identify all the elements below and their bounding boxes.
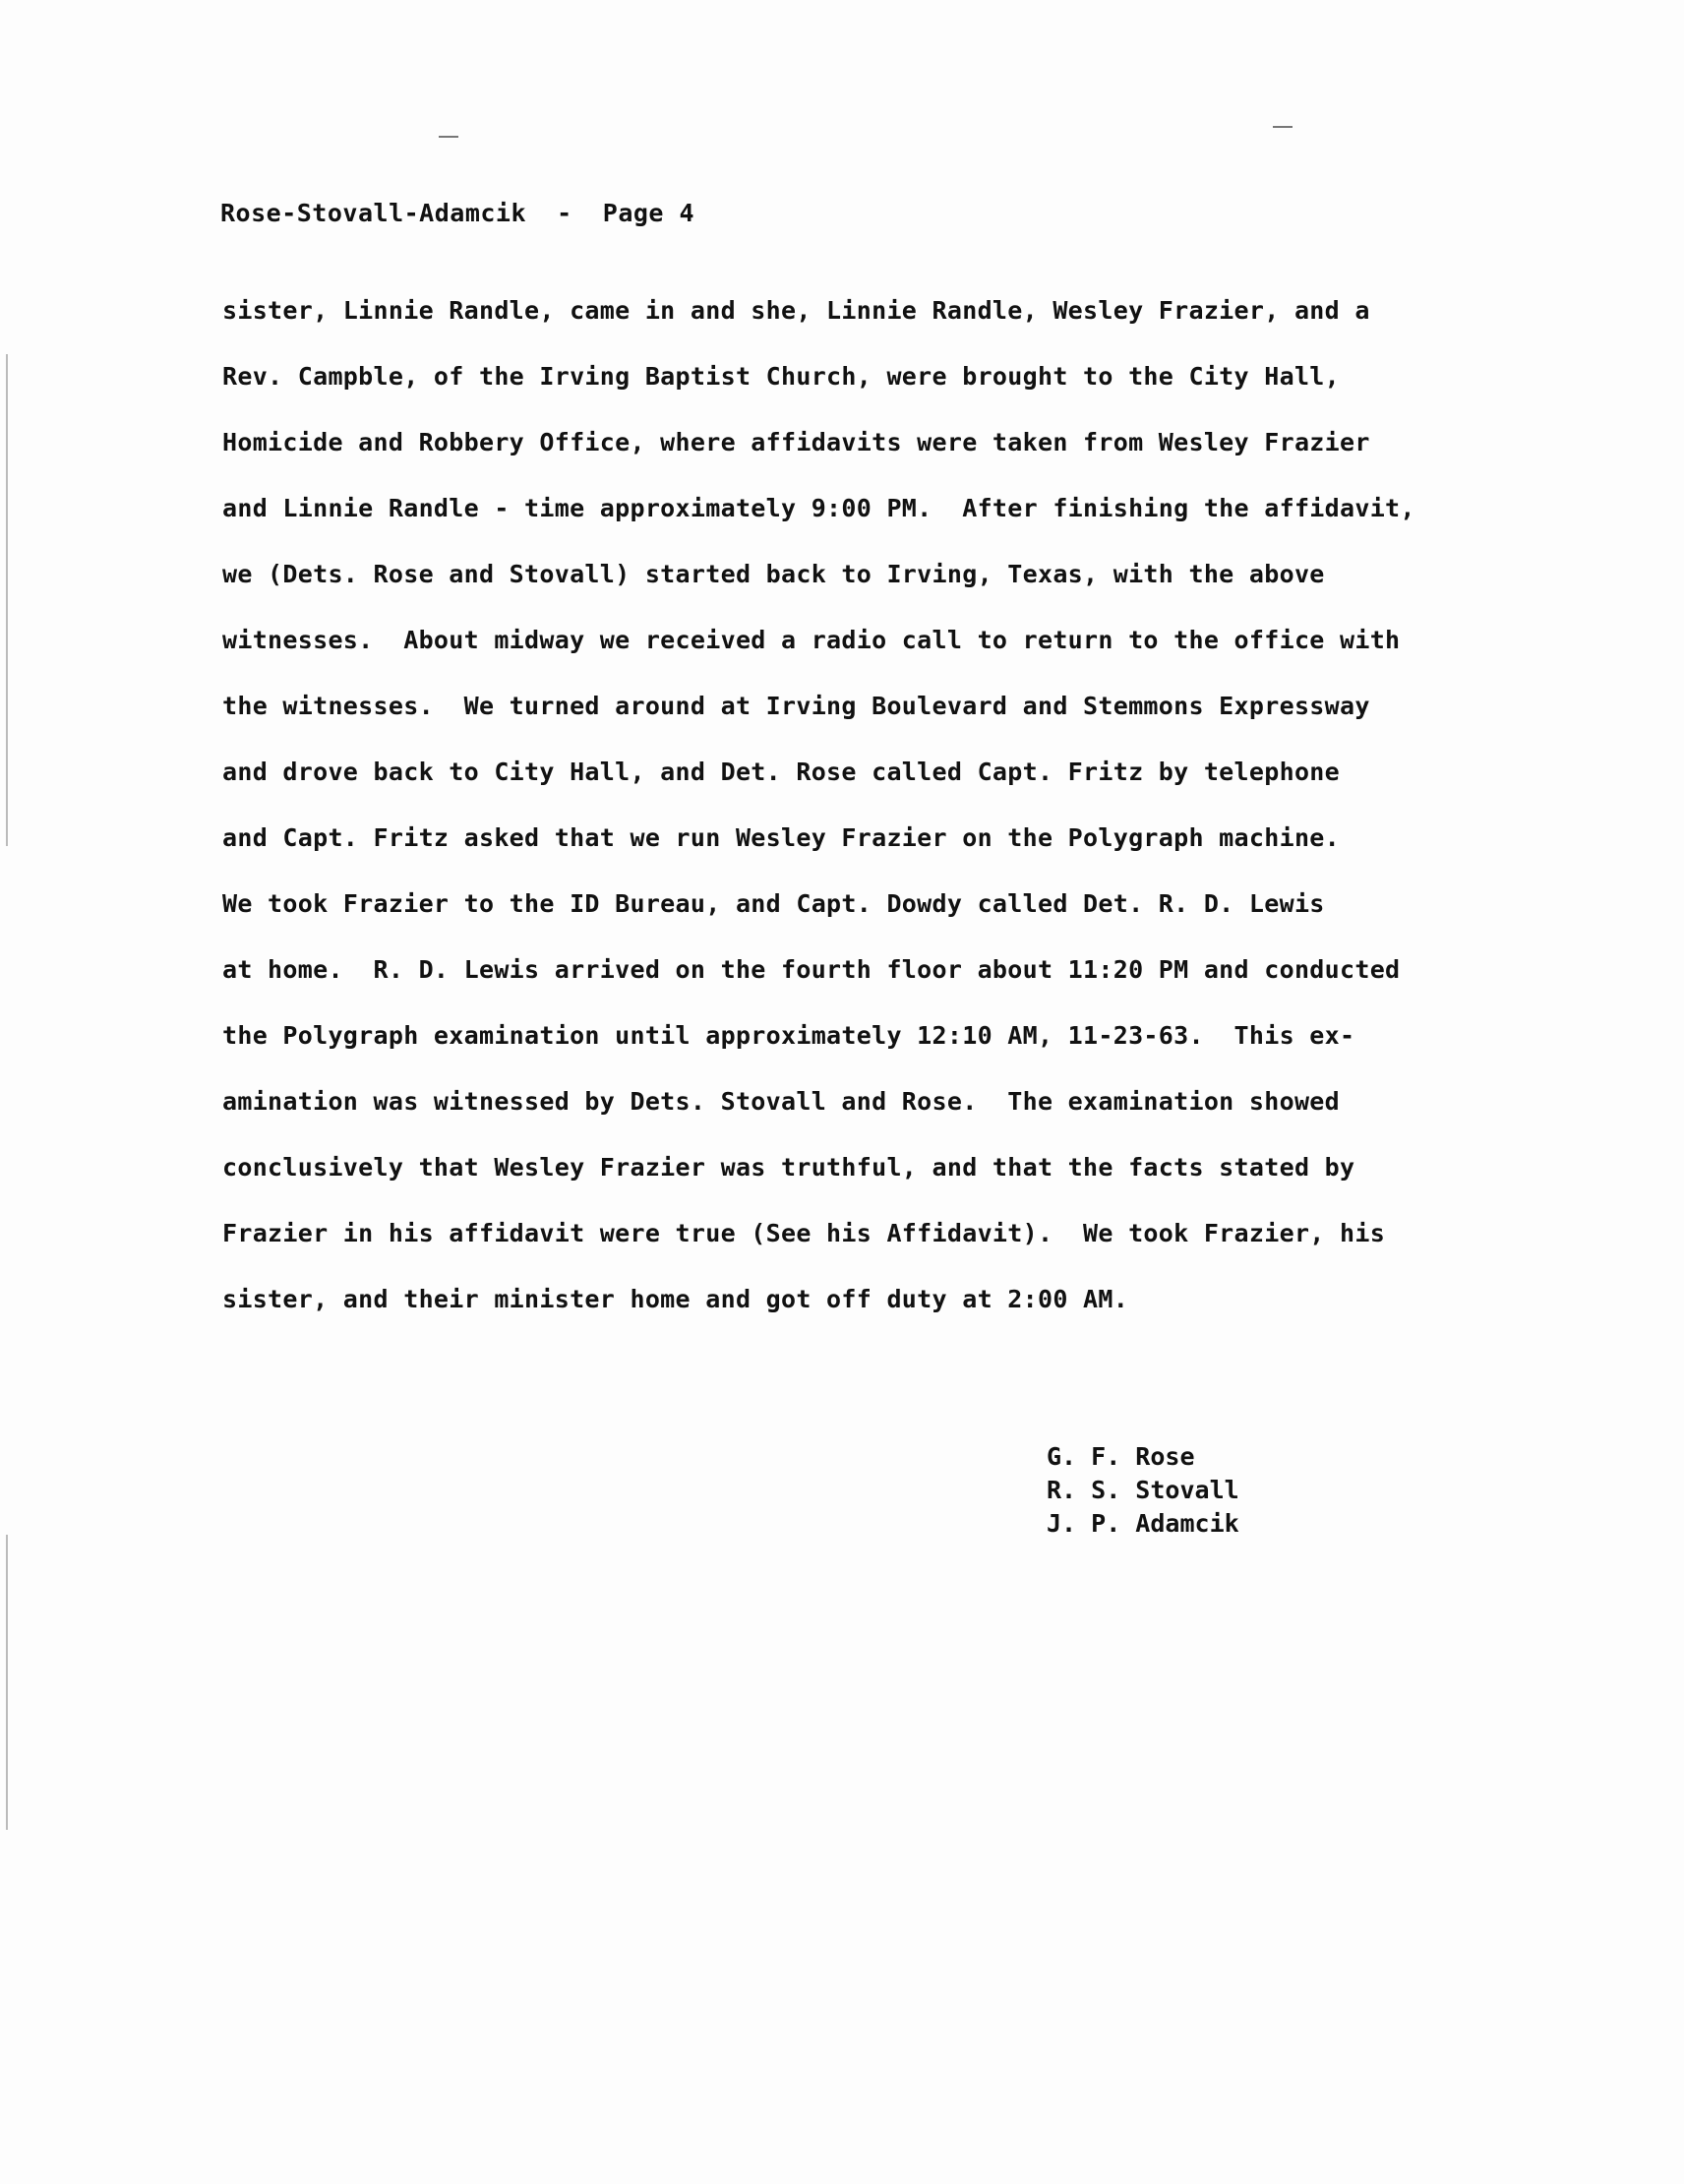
signature-block — [1047, 1440, 1239, 1541]
body-line: Frazier in his affidavit were true (See his Affidavit). We took Frazier, his — [222, 1219, 1386, 1247]
body-line: we (Dets. Rose and Stovall) started back to Irving, Texas, with the above — [222, 560, 1325, 588]
body-line: the Polygraph examination until approximately 12:10 AM, 11-23-63. This ex- — [222, 1021, 1355, 1050]
body-line: Rev. Campble, of the Irving Baptist Church, were brought to the City Hall, — [222, 362, 1340, 391]
body-line: witnesses. About midway we received a radio call to return to the office with — [222, 626, 1401, 654]
scan-edge — [6, 354, 8, 846]
scan-mark — [439, 136, 458, 138]
body-line: Homicide and Robbery Office, where affidavits were taken from Wesley Frazier — [222, 428, 1370, 456]
scan-edge — [6, 1535, 8, 1830]
body-line: the witnesses. We turned around at Irving Boulevard and Stemmons Expressway — [222, 692, 1370, 720]
body-line: and Linnie Randle - time approximately 9:00 PM. After finishing the affidavit, — [222, 494, 1415, 522]
document-body — [222, 291, 1521, 1346]
signature-name: R. S. Stovall — [1047, 1476, 1239, 1504]
body-line: sister, and their minister home and got off duty at 2:00 AM. — [222, 1285, 1129, 1313]
body-line: at home. R. D. Lewis arrived on the fourth floor about 11:20 PM and conducted — [222, 955, 1401, 984]
body-line: We took Frazier to the ID Bureau, and Capt. Dowdy called Det. R. D. Lewis — [222, 889, 1325, 918]
body-line: sister, Linnie Randle, came in and she, Linnie Randle, Wesley Frazier, and a — [222, 296, 1370, 325]
body-line: and drove back to City Hall, and Det. Rose called Capt. Fritz by telephone — [222, 758, 1340, 786]
scan-mark — [1273, 126, 1293, 128]
body-line: amination was witnessed by Dets. Stovall and Rose. The examination showed — [222, 1087, 1340, 1116]
body-line: and Capt. Fritz asked that we run Wesley Frazier on the Polygraph machine. — [222, 823, 1340, 852]
signature-name: G. F. Rose — [1047, 1442, 1195, 1471]
page-header: Rose-Stovall-Adamcik - Page 4 — [220, 199, 695, 227]
signature-name: J. P. Adamcik — [1047, 1509, 1239, 1538]
body-line: conclusively that Wesley Frazier was truthful, and that the facts stated by — [222, 1153, 1355, 1182]
